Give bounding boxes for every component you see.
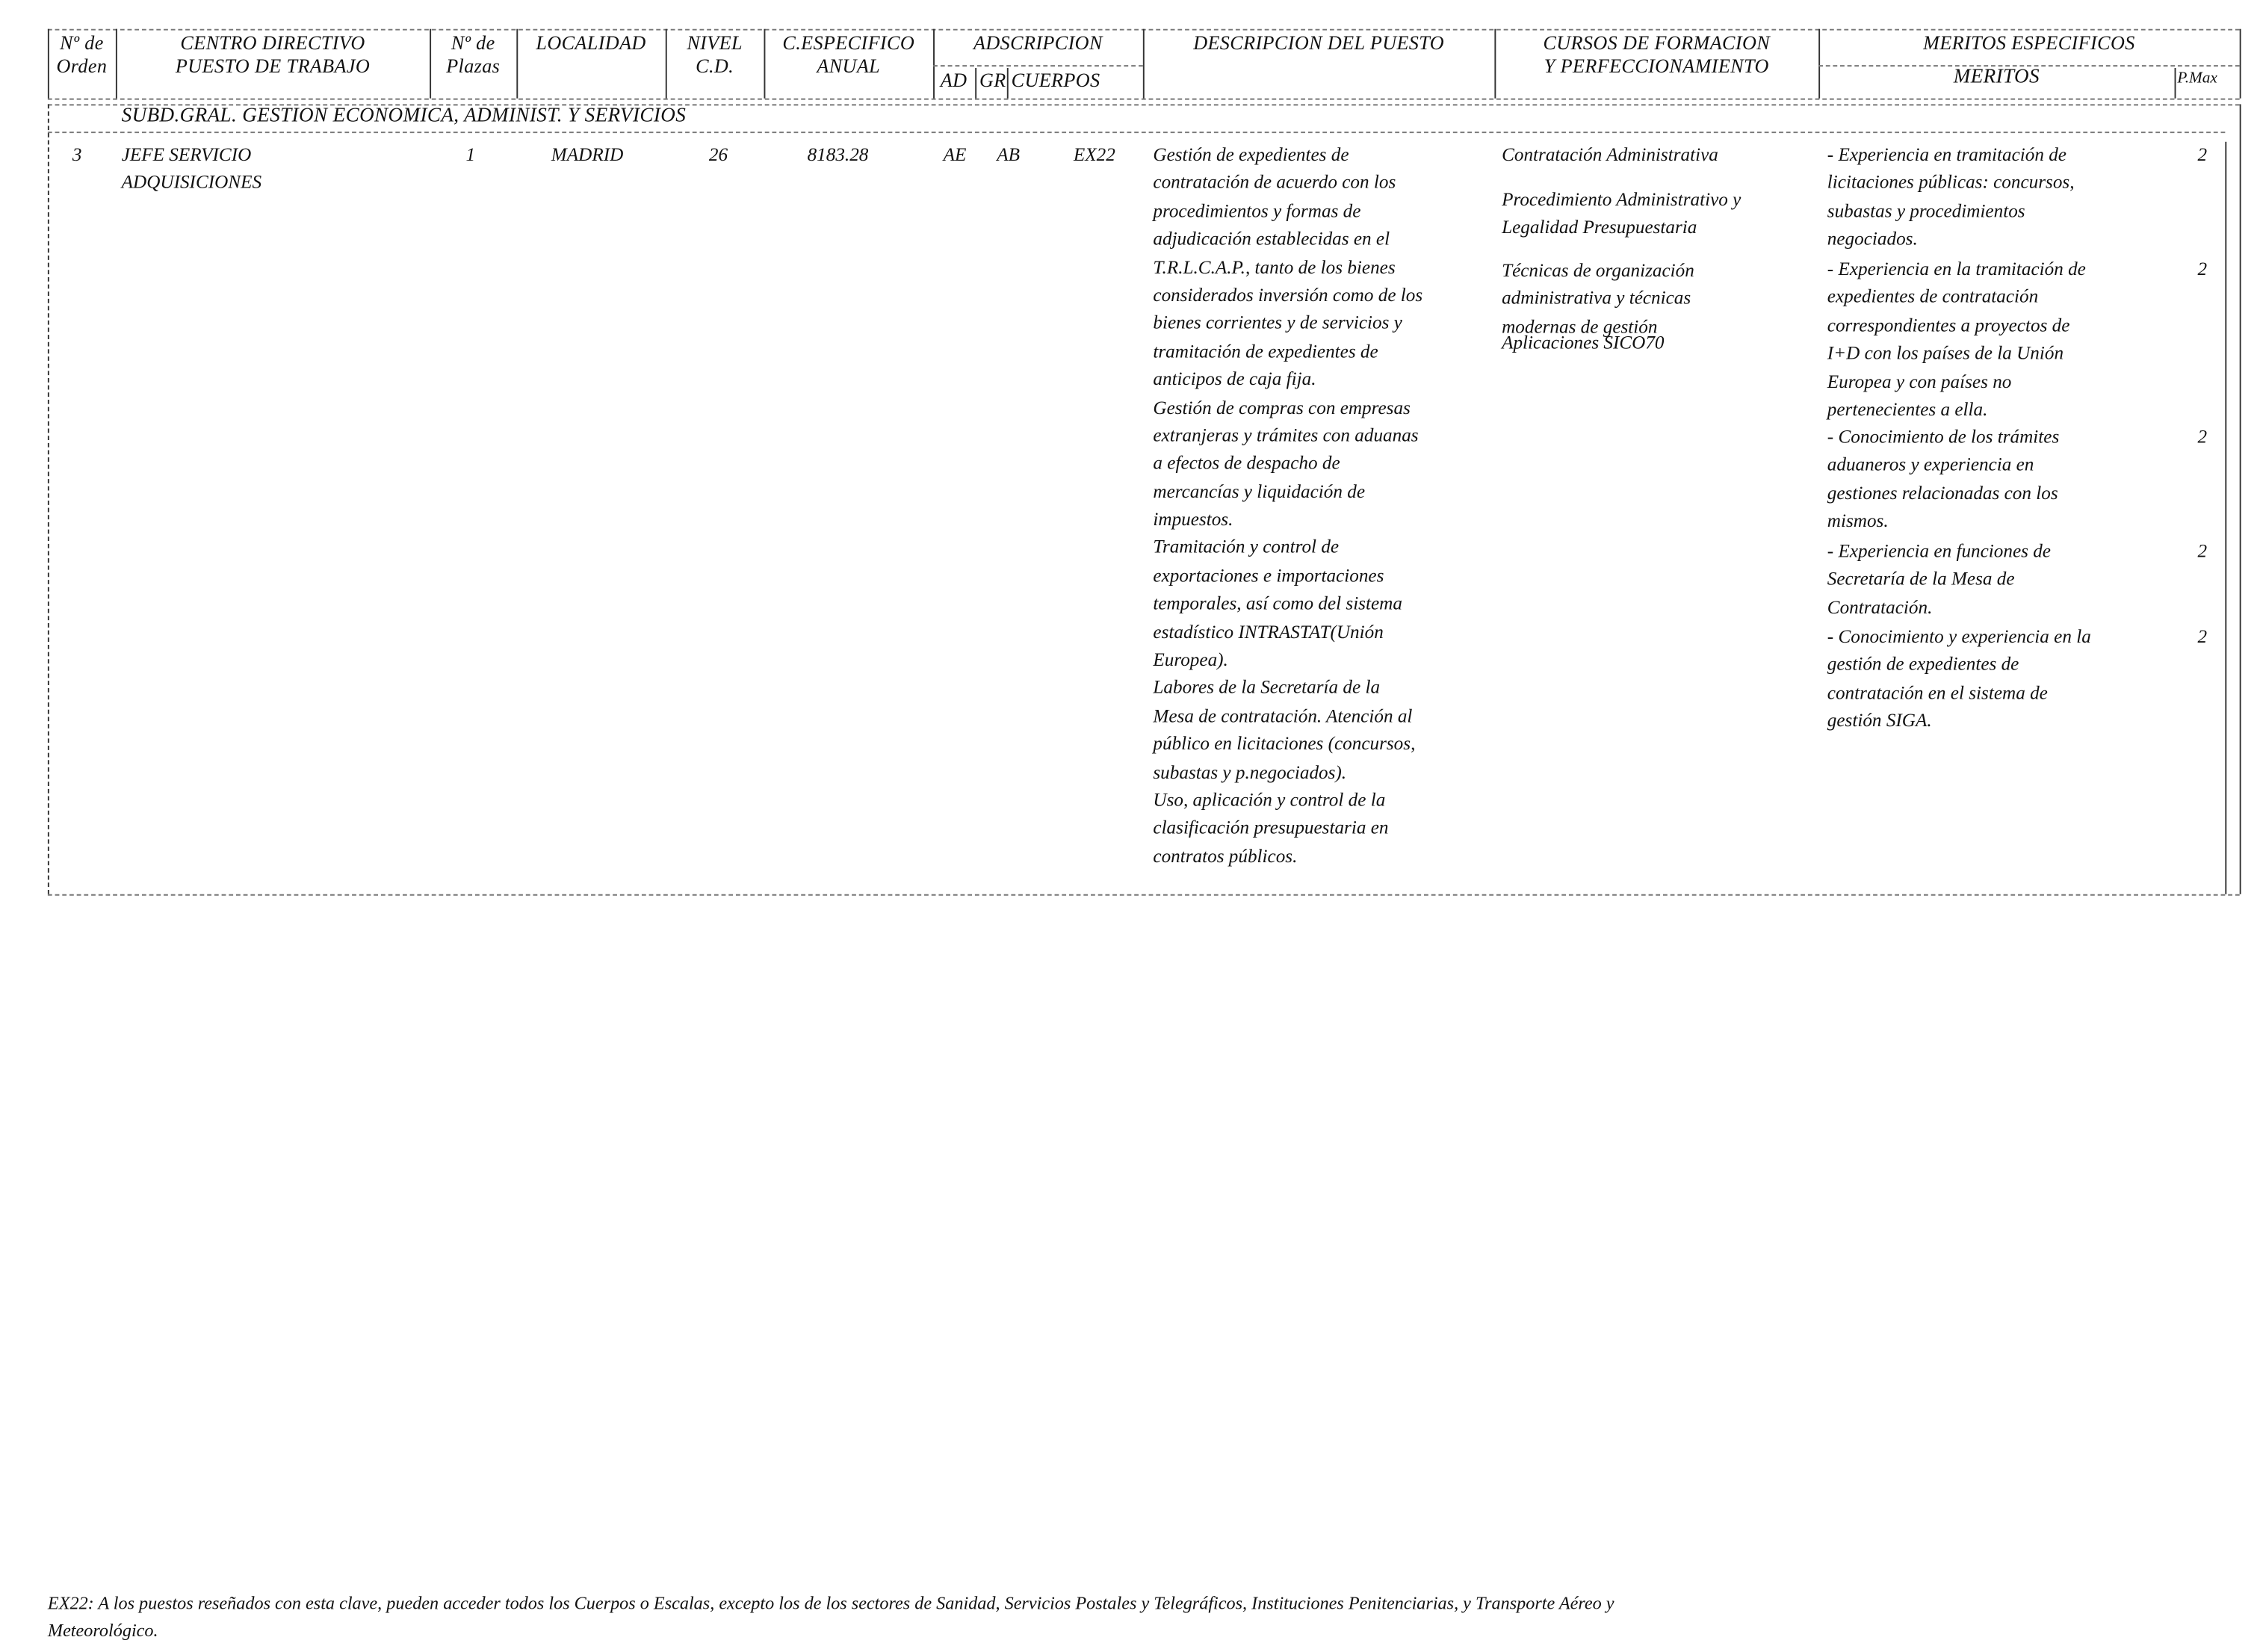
header-text: CURSOS DE FORMACION [1543,31,1771,54]
description-line: Mesa de contratación. Atención al [1153,704,1413,726]
right-border [2240,104,2241,894]
description-line: anticipos de caja fija. [1153,368,1316,390]
divider [2240,29,2241,99]
description-line: T.R.L.C.A.P., tanto de los bienes [1153,255,1396,277]
cell-cuerpos: EX22 [1073,143,1115,165]
header-text: PUESTO DE TRABAJO [175,55,371,77]
header-text: NIVEL [687,31,743,54]
description-line: contratos públicos. [1153,844,1298,867]
header-text: ANUAL [817,55,881,77]
merito-line: Contratación. [1827,595,1933,618]
description-line: estadístico INTRASTAT(Unión [1153,620,1384,643]
header-plazas [430,32,516,78]
curso-line: Procedimiento Administrativo y [1502,188,1741,210]
section-title: SUBD.GRAL. GESTION ECONOMICA, ADMINIST. Y SERVICIOS [121,105,687,128]
header-adscripcion: ADSCRIPCION [973,31,1103,54]
header-ad: AD [940,69,967,91]
merito-line: - Conocimiento de los trámites [1827,425,2060,448]
text-line: ADQUISICIONES [121,171,262,194]
divider [48,894,2240,896]
merito-points: 2 [2197,539,2208,562]
description-line: bienes corrientes y de servicios y [1153,312,1402,334]
header-orden [48,32,116,78]
curso-item [1502,329,1664,357]
merito-line: I+D con los países de la Unión [1827,341,2064,364]
header-text: Nº de [451,31,495,54]
merito-line: aduaneros y experiencia en [1827,453,2034,475]
curso-line: Legalidad Presupuestaria [1502,216,1697,238]
curso-item [1502,185,1741,241]
description-line: temporales, así como del sistema [1153,592,1402,614]
cell-orden: 3 [72,143,82,165]
merito-line: correspondientes a proyectos de [1827,313,2070,335]
header-pmax: P.Max [2177,69,2217,87]
header-bottom-line [48,99,2240,100]
header-meritos-especificos: MERITOS ESPECIFICOS [1923,31,2135,54]
right-border-inner [2225,142,2226,894]
merito-line: - Conocimiento y experiencia en la [1827,625,2091,647]
curso-line: Técnicas de organización [1502,259,1694,281]
header-centro [116,32,430,78]
description-line: Europea). [1153,648,1228,670]
merito-item [1827,536,2051,621]
divider [933,65,1143,66]
merito-line: - Experiencia en tramitación de [1827,143,2066,165]
divider [48,132,2225,133]
header-localidad: LOCALIDAD [536,31,646,54]
description-line: exportaciones e importaciones [1153,563,1384,587]
merito-points: 2 [2197,625,2208,647]
merito-line: pertenecientes a ella. [1827,397,1988,420]
text-line: JEFE SERVICIO [121,143,252,165]
divider [1007,68,1009,99]
description-line: procedimientos y formas de [1153,199,1361,221]
curso-item [1502,256,1694,341]
merito-line: negociados. [1827,227,1918,250]
merito-points: 2 [2197,425,2208,448]
divider [2175,68,2176,99]
description-line: contratación de acuerdo con los [1153,171,1396,194]
description-line: a efectos de despacho de [1153,451,1340,474]
description-line: Gestión de compras con empresas [1153,395,1411,418]
footnote [48,1593,1614,1642]
header-text: Orden [56,55,108,77]
description-line: público en licitaciones (concursos, [1153,732,1416,755]
merito-line: gestión SIGA. [1827,709,1932,731]
description-line: Labores de la Secretaría de la [1153,676,1381,699]
description-line: extranjeras y trámites con aduanas [1153,424,1419,446]
description-line: adjudicación establecidas en el [1153,227,1390,250]
merito-item [1827,422,2059,534]
merito-item [1827,622,2091,734]
merito-line: subastas y procedimientos [1827,199,2025,221]
merito-line: licitaciones públicas: concursos, [1827,171,2075,194]
description-line: considerados inversión como de los [1153,283,1423,306]
header-text: Nº de [60,31,104,54]
merito-line: contratación en el sistema de [1827,681,2048,703]
footnote-line: EX22: A los puestos reseñados con esta clave, pueden acceder todos los Cuerpos o Escalas, excepto los de los sectores de Sanidad, Servicios Postales y Telegráficos, Instituciones Penitenciarias, y Transporte Aéreo y [47,1593,1614,1614]
left-border [48,104,49,894]
cell-ad: AE [943,143,967,165]
description-line: clasificación presupuestaria en [1153,816,1389,838]
curso-line: Contratación Administrativa [1502,143,1718,165]
header-especifico [764,32,933,78]
header-meritos: MERITOS [1953,66,2040,89]
cell-puesto [122,140,261,197]
merito-line: Europea y con países no [1827,369,2012,392]
header-descripcion: DESCRIPCION DEL PUESTO [1193,31,1445,54]
divider [975,68,976,99]
description-line: Gestión de expedientes de [1153,143,1349,165]
merito-points: 2 [2197,257,2208,279]
merito-line: expedientes de contratación [1827,285,2039,308]
merito-line: - Experiencia en la tramitación de [1827,257,2086,279]
curso-line: Aplicaciones SICO70 [1502,331,1665,353]
cell-plazas: 1 [465,143,476,165]
description-line: impuestos. [1153,507,1233,530]
cell-nivel: 26 [708,143,728,165]
curso-line: administrativa y técnicas [1502,287,1691,309]
header-text: C.D. [696,55,734,77]
merito-line: - Experiencia en funciones de [1827,539,2051,562]
merito-item [1827,255,2086,423]
header-text: Plazas [446,55,501,77]
description-line: subastas y p.negociados). [1153,760,1347,782]
header-cuerpos: CUERPOS [1011,69,1100,91]
footnote-line: Meteorológico. [47,1620,158,1641]
merito-line: gestiones relacionadas con los [1827,481,2058,504]
merito-line: Secretaría de la Mesa de [1827,567,2015,590]
description-line: Tramitación y control de [1153,536,1340,558]
cell-descripcion [1153,140,1422,870]
cell-gr: AB [997,143,1021,165]
merito-line: mismos. [1827,509,1889,532]
cell-localidad: MADRID [551,143,624,165]
description-line: Uso, aplicación y control de la [1153,788,1386,811]
description-line: tramitación de expedientes de [1153,339,1378,362]
merito-points: 2 [2197,143,2208,165]
header-cursos [1494,32,1818,78]
curso-item [1502,140,1718,169]
description-line: mercancías y liquidación de [1153,480,1365,502]
cell-especifico: 8183.28 [807,143,869,165]
header-text: Y PERFECCIONAMIENTO [1544,55,1769,77]
header-text: C.ESPECIFICO [782,31,915,54]
curso-line: modernas de gestión [1502,315,1658,337]
merito-line: gestión de expedientes de [1827,653,2019,675]
merito-item [1827,140,2075,253]
header-gr: GR [979,69,1006,91]
header-text: CENTRO DIRECTIVO [180,31,365,54]
header-nivel [666,32,764,78]
